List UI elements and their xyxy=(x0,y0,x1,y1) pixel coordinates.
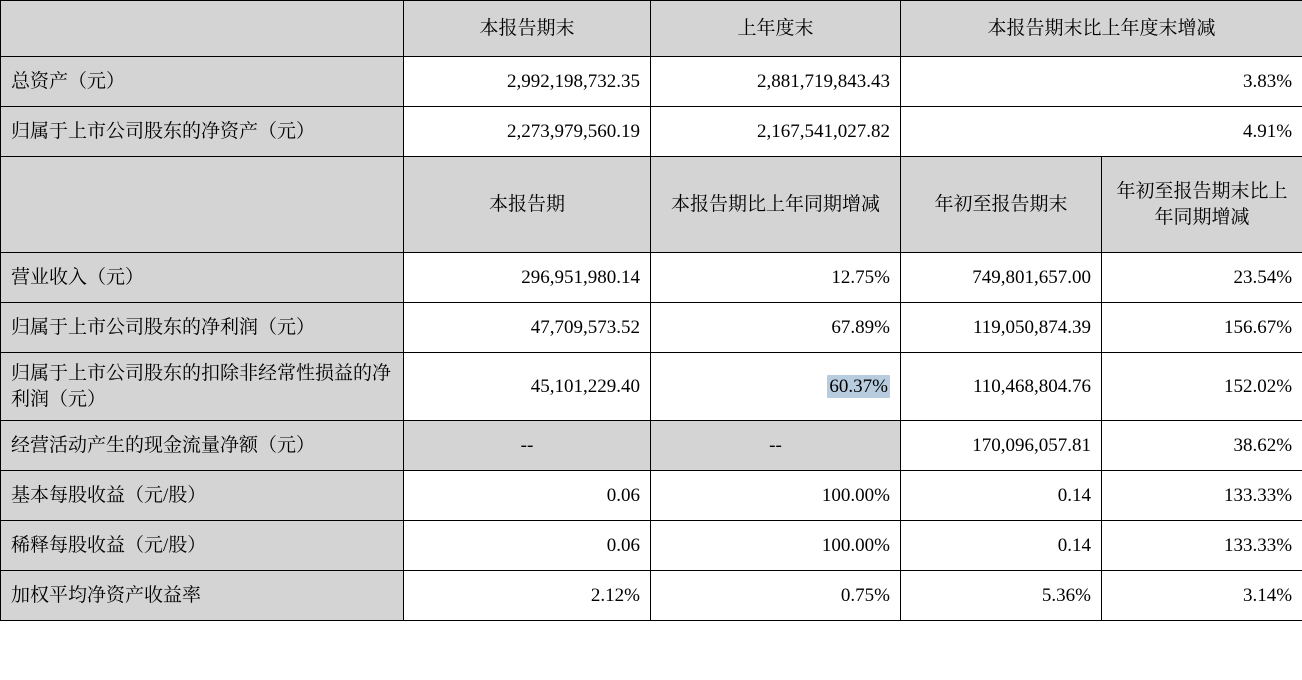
table-row xyxy=(1,107,1302,157)
cell-net-profit-deducted-yoy xyxy=(651,353,901,421)
cell-diluted-eps-yoy: 100.00% xyxy=(651,521,901,571)
header-corner-cell-2 xyxy=(1,157,404,253)
cell-basic-eps-ytd: 0.14 xyxy=(901,471,1102,521)
header-last-year-end: 上年度末 xyxy=(651,1,901,57)
cell-net-assets-lastyear: 2,167,541,027.82 xyxy=(651,107,901,157)
cell-diluted-eps-ytd-yoy: 133.33% xyxy=(1102,521,1302,571)
cell-basic-eps-ytd-yoy: 133.33% xyxy=(1102,471,1302,521)
cell-net-profit-ytd-yoy: 156.67% xyxy=(1102,303,1302,353)
header-ytd-yoy-change: 年初至报告期末比上年同期增减 xyxy=(1102,157,1302,253)
cell-weighted-roe-ytd-yoy: 3.14% xyxy=(1102,571,1302,621)
cell-total-assets-current: 2,992,198,732.35 xyxy=(404,57,651,107)
cell-operating-cashflow-ytd-yoy: 38.62% xyxy=(1102,421,1302,471)
row-label-weighted-roe: 加权平均净资产收益率 xyxy=(1,571,404,621)
cell-revenue-ytd-yoy: 23.54% xyxy=(1102,253,1302,303)
header-period-end-change: 本报告期末比上年度末增减 xyxy=(901,1,1302,57)
cell-basic-eps-current: 0.06 xyxy=(404,471,651,521)
cell-weighted-roe-yoy: 0.75% xyxy=(651,571,901,621)
row-label-net-profit-deducted: 归属于上市公司股东的扣除非经常性损益的净利润（元） xyxy=(1,353,404,421)
row-label-operating-cashflow: 经营活动产生的现金流量净额（元） xyxy=(1,421,404,471)
cell-revenue-yoy: 12.75% xyxy=(651,253,901,303)
row-label-diluted-eps: 稀释每股收益（元/股） xyxy=(1,521,404,571)
table-row xyxy=(1,253,1302,303)
cell-diluted-eps-ytd: 0.14 xyxy=(901,521,1102,571)
table-row xyxy=(1,521,1302,571)
cell-net-profit-current: 47,709,573.52 xyxy=(404,303,651,353)
header-ytd-period: 年初至报告期末 xyxy=(901,157,1102,253)
cell-total-assets-change: 3.83% xyxy=(901,57,1302,107)
cell-operating-cashflow-ytd: 170,096,057.81 xyxy=(901,421,1102,471)
header-current-period: 本报告期 xyxy=(404,157,651,253)
cell-net-profit-yoy: 67.89% xyxy=(651,303,901,353)
header-corner-cell xyxy=(1,1,404,57)
cell-revenue-ytd: 749,801,657.00 xyxy=(901,253,1102,303)
cell-weighted-roe-ytd: 5.36% xyxy=(901,571,1102,621)
cell-total-assets-lastyear: 2,881,719,843.43 xyxy=(651,57,901,107)
table-row xyxy=(1,353,1302,421)
cell-diluted-eps-current: 0.06 xyxy=(404,521,651,571)
cell-net-profit-deducted-ytd-yoy: 152.02% xyxy=(1102,353,1302,421)
row-label-revenue: 营业收入（元） xyxy=(1,253,404,303)
row-label-net-assets: 归属于上市公司股东的净资产（元） xyxy=(1,107,404,157)
table-row xyxy=(1,421,1302,471)
row-label-total-assets: 总资产（元） xyxy=(1,57,404,107)
header-current-period-end: 本报告期末 xyxy=(404,1,651,57)
table-row xyxy=(1,57,1302,107)
cell-net-profit-deducted-ytd: 110,468,804.76 xyxy=(901,353,1102,421)
cell-operating-cashflow-current: -- xyxy=(404,421,651,471)
table-row xyxy=(1,303,1302,353)
header-period-yoy-change: 本报告期比上年同期增减 xyxy=(651,157,901,253)
cell-net-profit-ytd: 119,050,874.39 xyxy=(901,303,1102,353)
table-row xyxy=(1,471,1302,521)
row-label-net-profit: 归属于上市公司股东的净利润（元） xyxy=(1,303,404,353)
cell-revenue-current: 296,951,980.14 xyxy=(404,253,651,303)
cell-weighted-roe-current: 2.12% xyxy=(404,571,651,621)
row-label-basic-eps: 基本每股收益（元/股） xyxy=(1,471,404,521)
cell-net-assets-current: 2,273,979,560.19 xyxy=(404,107,651,157)
cell-basic-eps-yoy: 100.00% xyxy=(651,471,901,521)
cell-net-profit-deducted-current: 45,101,229.40 xyxy=(404,353,651,421)
table-header-row-period-end xyxy=(1,1,1302,57)
cell-net-assets-change: 4.91% xyxy=(901,107,1302,157)
cell-operating-cashflow-yoy: -- xyxy=(651,421,901,471)
table-header-row-period xyxy=(1,157,1302,253)
table-row xyxy=(1,571,1302,621)
highlighted-value: 60.37% xyxy=(829,375,888,397)
